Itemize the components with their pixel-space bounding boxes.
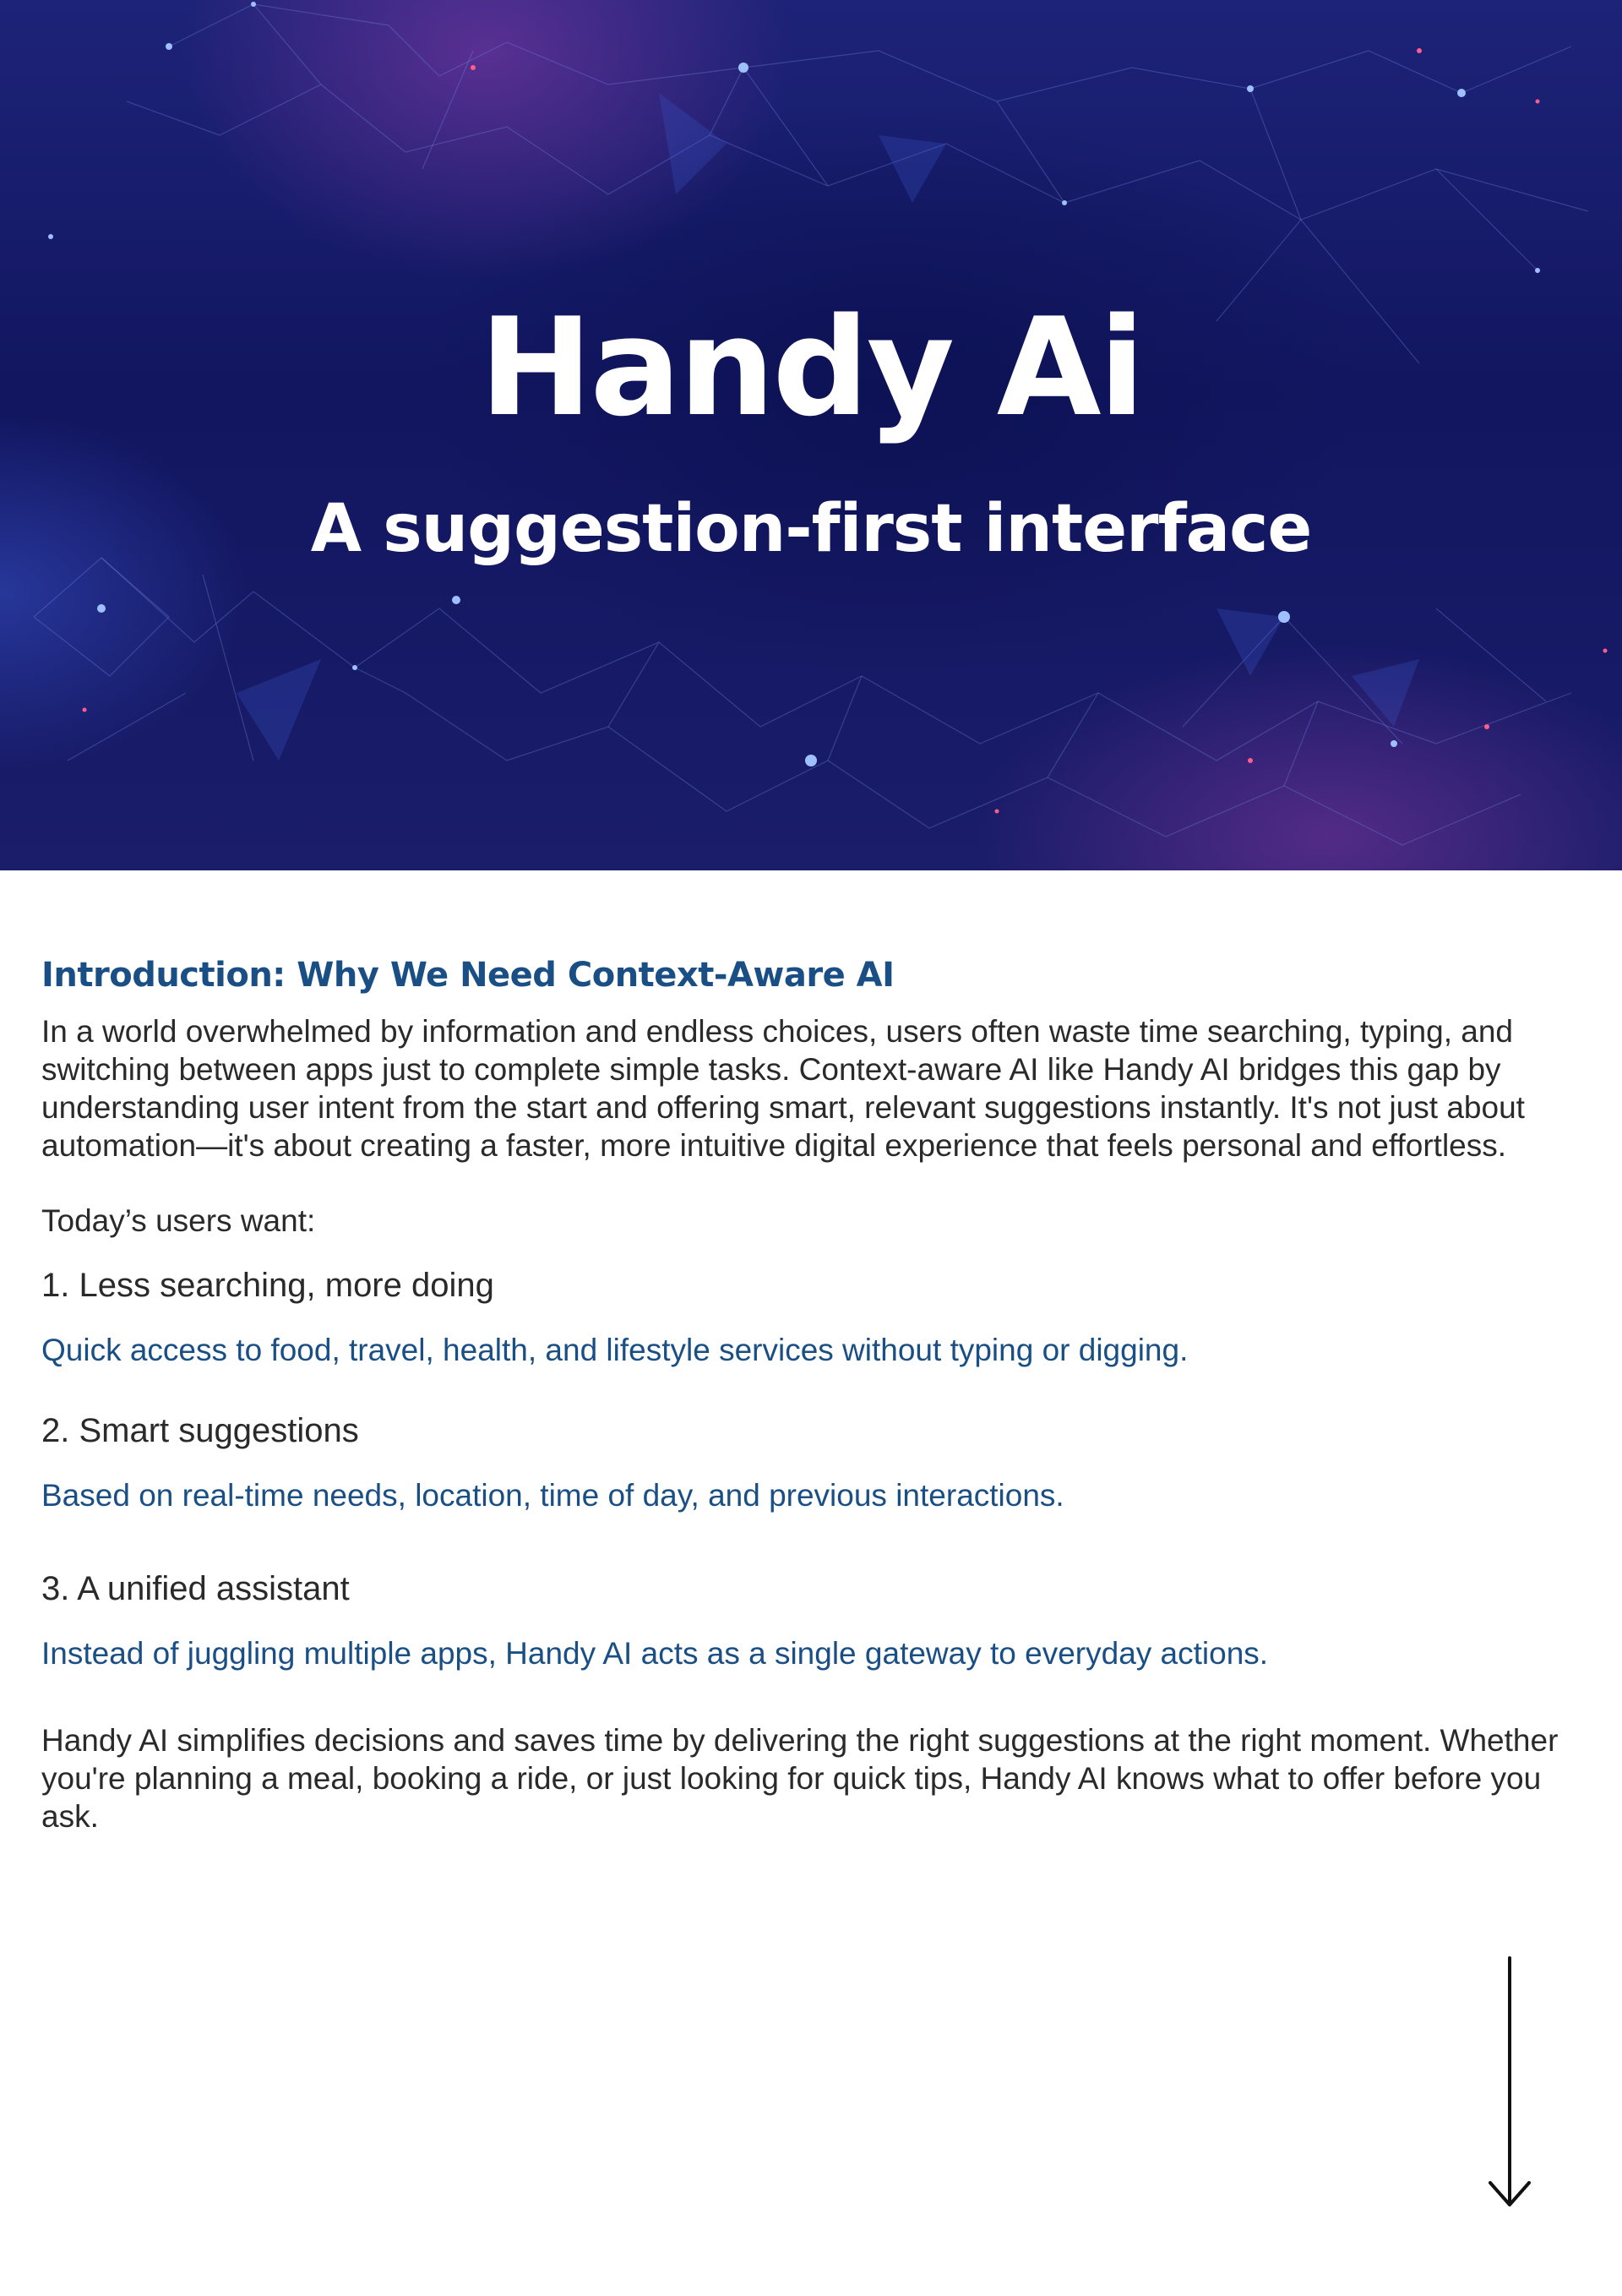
closing-paragraph: Handy AI simplifies decisions and saves time by delivering the right suggestions at the right moment. Whether you're planning a meal, booking a ride, or just looking for quick tips, Handy AI knows what to offer before you ask. xyxy=(41,1723,1559,1834)
hero-banner xyxy=(0,0,1622,870)
point-title-unified-assistant: 3. A unified assistant xyxy=(41,1570,350,1607)
page-title: Handy Ai xyxy=(479,288,1143,446)
point-description-smart-suggestions: Based on real-time needs, location, time of day, and previous interactions. xyxy=(41,1478,1064,1513)
page-subtitle: A suggestion-first interface xyxy=(310,491,1312,567)
arrow-down-icon xyxy=(1487,1956,1532,2210)
point-title-less-searching: 1. Less searching, more doing xyxy=(41,1267,494,1304)
point-description-unified-assistant: Instead of juggling multiple apps, Handy AI acts as a single gateway to everyday actions. xyxy=(41,1636,1269,1671)
intro-paragraph: In a world overwhelmed by information and endless choices, users often waste time searching, typing, and switching between apps just to complete simple tasks. Context-aware AI like Handy AI bridges this gap by understanding user intent from the start and offering smart, relevant suggestions instantly. It's not just about automation—it's about creating a faster, more intuitive digital experience that feels personal and effortless. xyxy=(41,1014,1525,1163)
article-body xyxy=(41,955,1587,1835)
point-title-smart-suggestions: 2. Smart suggestions xyxy=(41,1412,359,1449)
point-description-less-searching: Quick access to food, travel, health, and lifestyle services without typing or digging. xyxy=(41,1333,1189,1367)
users-want-label: Today’s users want: xyxy=(41,1203,316,1238)
intro-heading: Introduction: Why We Need Context-Aware AI xyxy=(41,956,895,995)
